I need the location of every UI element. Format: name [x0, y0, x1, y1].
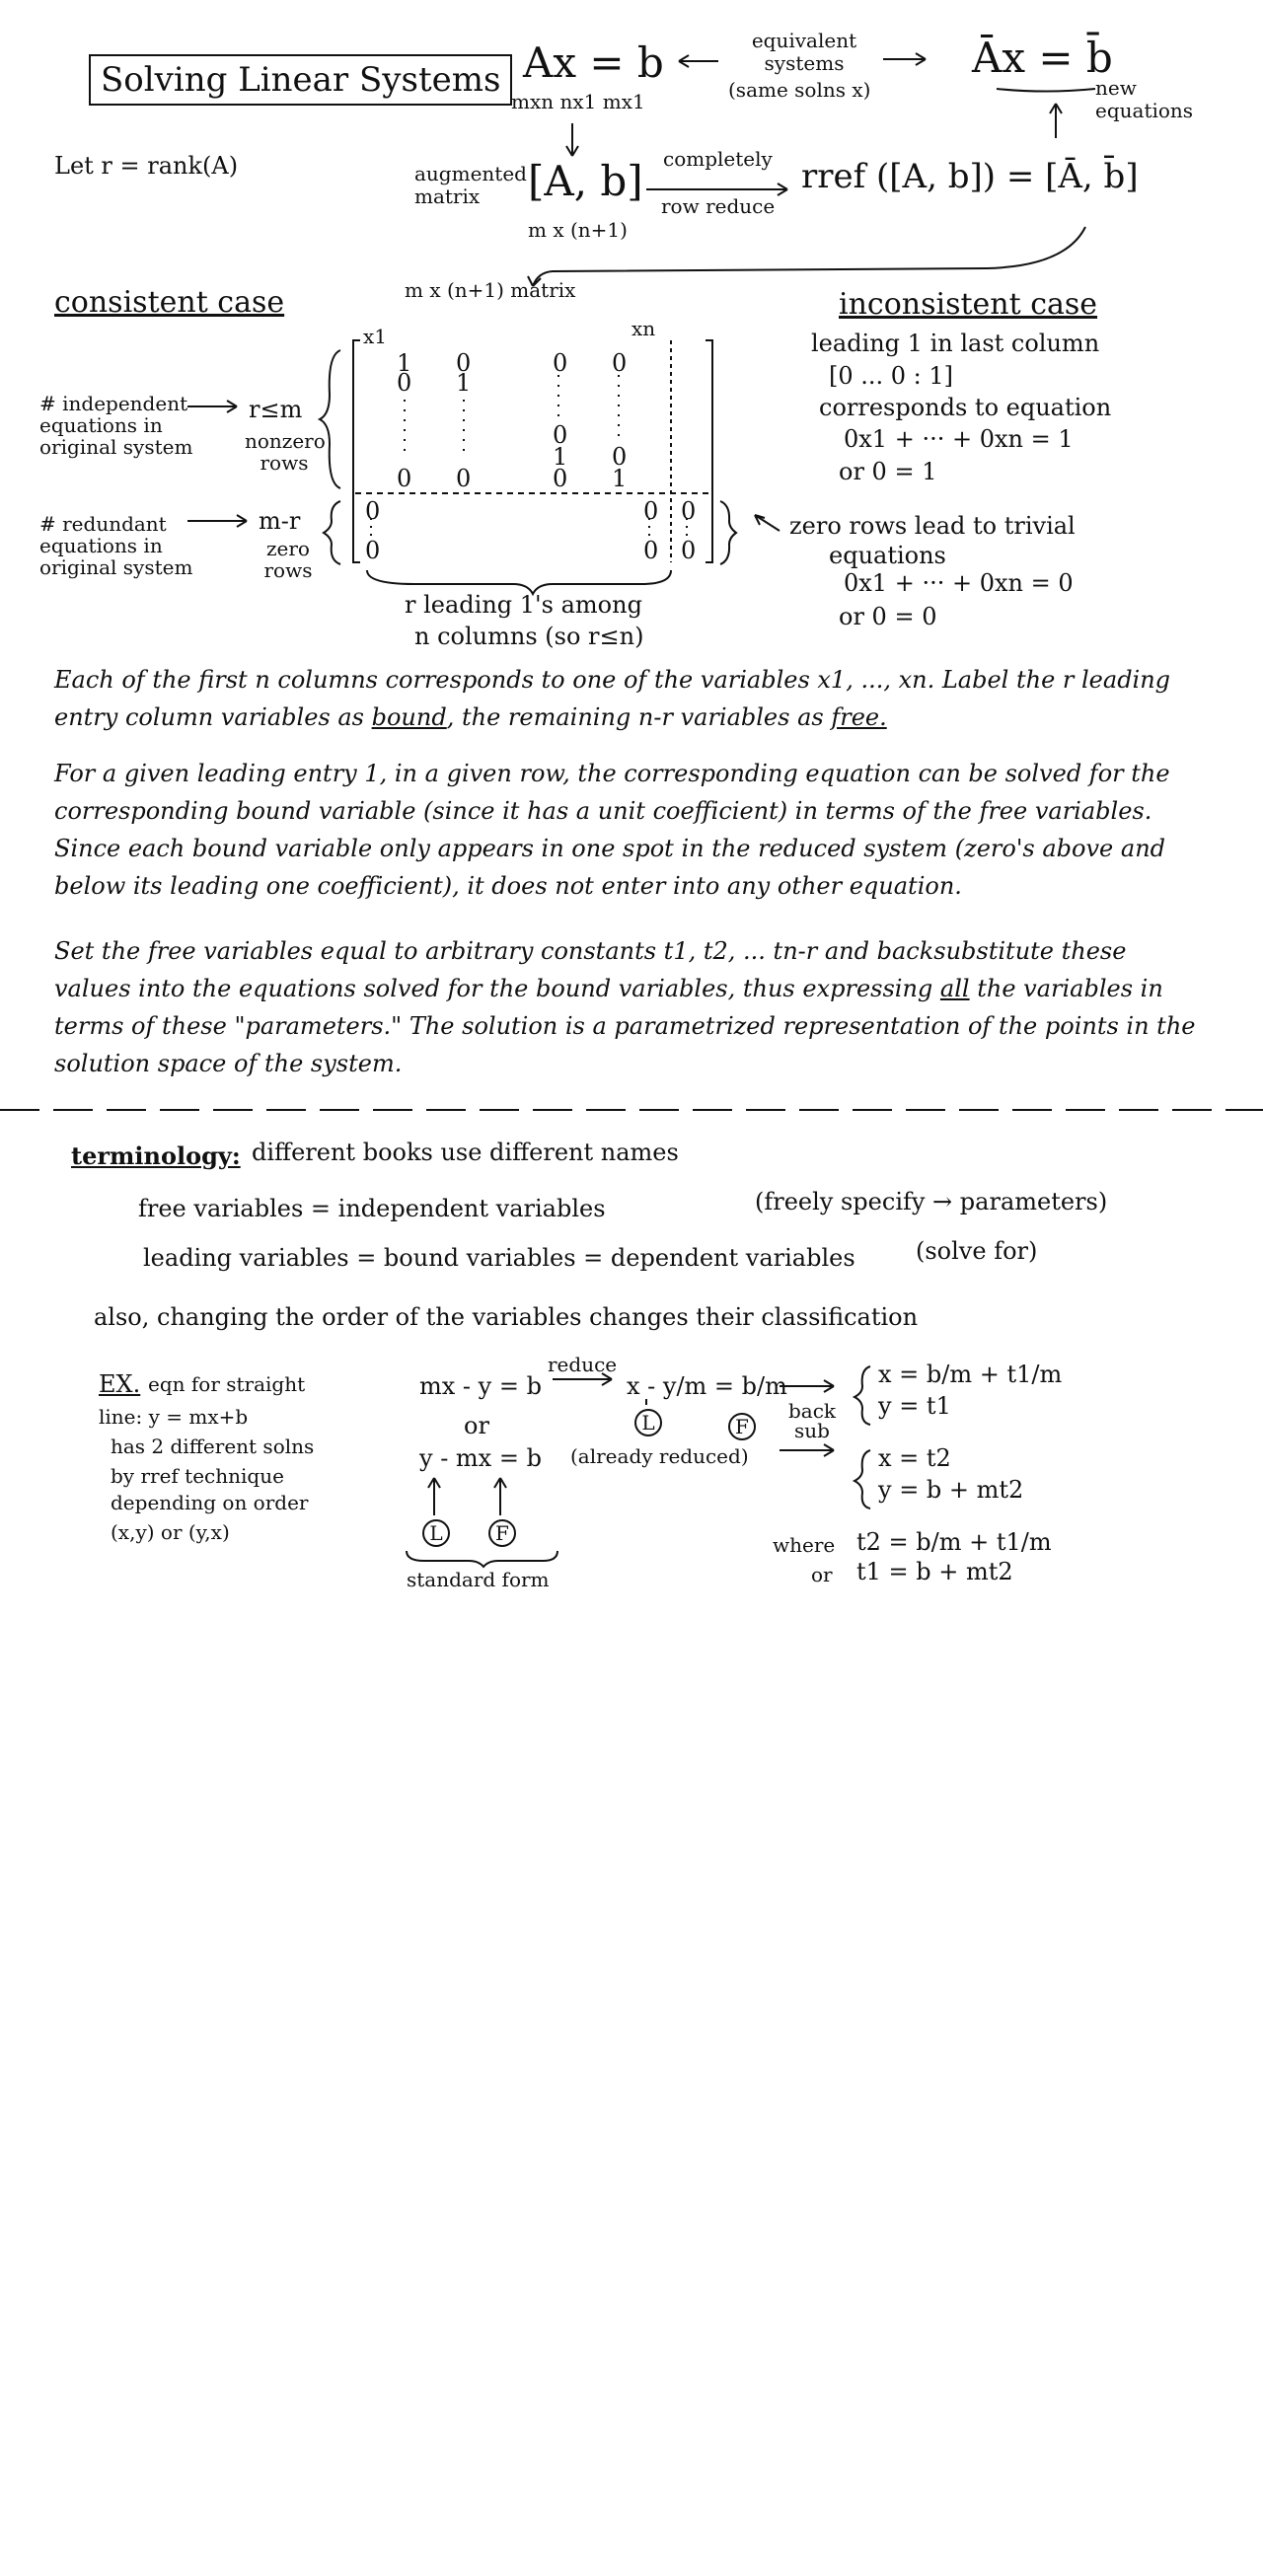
- terminology-row-2: leading variables = bound variables = dependent variables: [143, 1244, 855, 1272]
- zero-rows-note-2: equations: [829, 542, 946, 569]
- equation-ax-b: Ax = b: [523, 38, 664, 87]
- already-reduced-label: (already reduced): [570, 1444, 749, 1468]
- example-line-1: eqn for straight: [148, 1372, 306, 1396]
- paragraph-columns-line-2b: , the remaining n-r variables as: [446, 703, 824, 731]
- new-equations-label: new equations: [1095, 76, 1194, 122]
- consistent-case-heading: consistent case: [54, 285, 285, 320]
- equation-dims: mxn nx1 mx1: [511, 90, 645, 113]
- nonzero-rows-label: nonzero rows: [245, 429, 326, 475]
- terminology-subheading: different books use different names: [252, 1139, 679, 1166]
- where-line-1: t2 = b/m + t1/m: [856, 1528, 1052, 1556]
- example-equation-a: mx - y = b: [419, 1372, 542, 1400]
- matrix-dims-label: m x (n+1) matrix: [405, 278, 576, 302]
- where-label: where: [773, 1533, 836, 1557]
- example-line-3: has 2 different solns: [111, 1435, 315, 1458]
- reduce-label: reduce: [548, 1353, 618, 1376]
- terminology-row-1-note: (freely specify → parameters): [755, 1188, 1108, 1215]
- column-x1-label: x1: [363, 325, 388, 348]
- augmented-matrix-label: augmented matrix: [414, 162, 527, 208]
- free-marker-b: F: [488, 1519, 516, 1547]
- leading-marker-a: L: [634, 1409, 662, 1436]
- all-term: all: [939, 975, 970, 1002]
- row-reduce-label: row reduce: [661, 194, 776, 218]
- equivalent-systems-label: equivalent systems: [751, 29, 857, 75]
- completely-label: completely: [663, 147, 773, 171]
- equation-new-system: Āx = b̄: [972, 34, 1113, 82]
- inconsistent-line-1: leading 1 in last column: [811, 330, 1100, 357]
- solution-b-line-1: x = t2: [878, 1444, 951, 1472]
- same-solns-label: (same solns x): [728, 78, 871, 102]
- example-or: or: [464, 1412, 489, 1439]
- solution-b-line-2: y = b + mt2: [878, 1476, 1024, 1504]
- solution-a-line-2: y = t1: [878, 1392, 951, 1420]
- r-le-m-label: r≤m: [249, 396, 303, 423]
- terminology-row-1: free variables = independent variables: [138, 1195, 606, 1222]
- where-line-2: t1 = b + mt2: [856, 1558, 1013, 1585]
- zero-rows-note-3: 0x1 + ··· + 0xn = 0: [844, 569, 1074, 597]
- augmented-dims: m x (n+1): [528, 218, 628, 242]
- zero-rows-note-4: or 0 = 0: [839, 603, 937, 630]
- augmented-matrix: [A, b]: [528, 157, 643, 205]
- inconsistent-line-3: corresponds to equation: [819, 394, 1112, 421]
- back-sub-label: back sub: [787, 1399, 837, 1442]
- redundant-equations-label: # redundant equations in original system: [39, 512, 193, 579]
- terminology-heading: terminology:: [71, 1141, 241, 1170]
- paragraph-free-variables-b: the variables in terms of these "parameters." The solution is a parametrized representation of the points in the solution space of the system.: [54, 975, 1196, 1077]
- paragraph-columns-line-2: entry column variables as: [54, 703, 364, 731]
- paragraph-leading-entry: For a given leading entry 1, in a given row, the corresponding equation can be solved for the corresponding bound variable (since it has a unit coefficient) in terms of the free variables. Since each bound variable only appears in one spot in the reduced system (zero's above and below its leading one coefficient), it does not enter into any other equation.: [54, 760, 1170, 900]
- terminology-row-2-note: (solve for): [916, 1237, 1038, 1265]
- rref-expression: rref ([A, b]) = [Ā, b̄]: [801, 157, 1139, 196]
- inconsistent-line-5: or 0 = 1: [839, 458, 937, 485]
- example-equation-b: y - mx = b: [419, 1444, 542, 1472]
- example-line-6: (x,y) or (y,x): [111, 1520, 230, 1544]
- free-term: free.: [831, 703, 887, 731]
- classification-note: also, changing the order of the variables changes their classification: [94, 1303, 919, 1331]
- leading-ones-label: r leading 1's among: [405, 591, 642, 619]
- example-line-2: line: y = mx+b: [99, 1405, 249, 1429]
- inconsistent-line-4: 0x1 + ··· + 0xn = 1: [844, 425, 1074, 453]
- independent-equations-label: # independent equations in original system: [39, 392, 193, 459]
- page-title: Solving Linear Systems: [89, 54, 512, 106]
- m-minus-r-label: m-r: [259, 507, 301, 535]
- rank-definition: Let r = rank(A): [54, 152, 239, 180]
- n-columns-label: n columns (so r≤n): [414, 623, 644, 650]
- where-or: or: [811, 1563, 833, 1586]
- bound-term: bound: [371, 703, 447, 731]
- example-line-5: depending on order: [111, 1491, 309, 1514]
- example-line-4: by rref technique: [111, 1464, 284, 1488]
- column-xn-label: xn: [632, 317, 656, 340]
- paragraph-free-variables-a: Set the free variables equal to arbitrary constants t1, t2, ... tn-r and backsubstitute these values into the equations solved for the bound variables, thus expressing: [54, 937, 1127, 1002]
- free-marker-a: F: [728, 1413, 756, 1440]
- standard-form-label: standard form: [407, 1568, 550, 1591]
- inconsistent-case-heading: inconsistent case: [839, 287, 1098, 322]
- zero-rows-note-1: zero rows lead to trivial: [789, 512, 1076, 540]
- zero-rows-label: zero rows: [263, 537, 313, 582]
- example-equation-a-reduced: x - y/m = b/m: [627, 1372, 787, 1400]
- inconsistent-line-2: [0 ... 0 : 1]: [829, 362, 954, 390]
- solution-a-line-1: x = b/m + t1/m: [878, 1361, 1063, 1388]
- leading-marker-b: L: [422, 1519, 450, 1547]
- paragraph-columns-line-1: Each of the first n columns corresponds to one of the variables x1, ..., xn. Label the r leading: [54, 666, 1171, 694]
- example-label: EX.: [99, 1370, 141, 1398]
